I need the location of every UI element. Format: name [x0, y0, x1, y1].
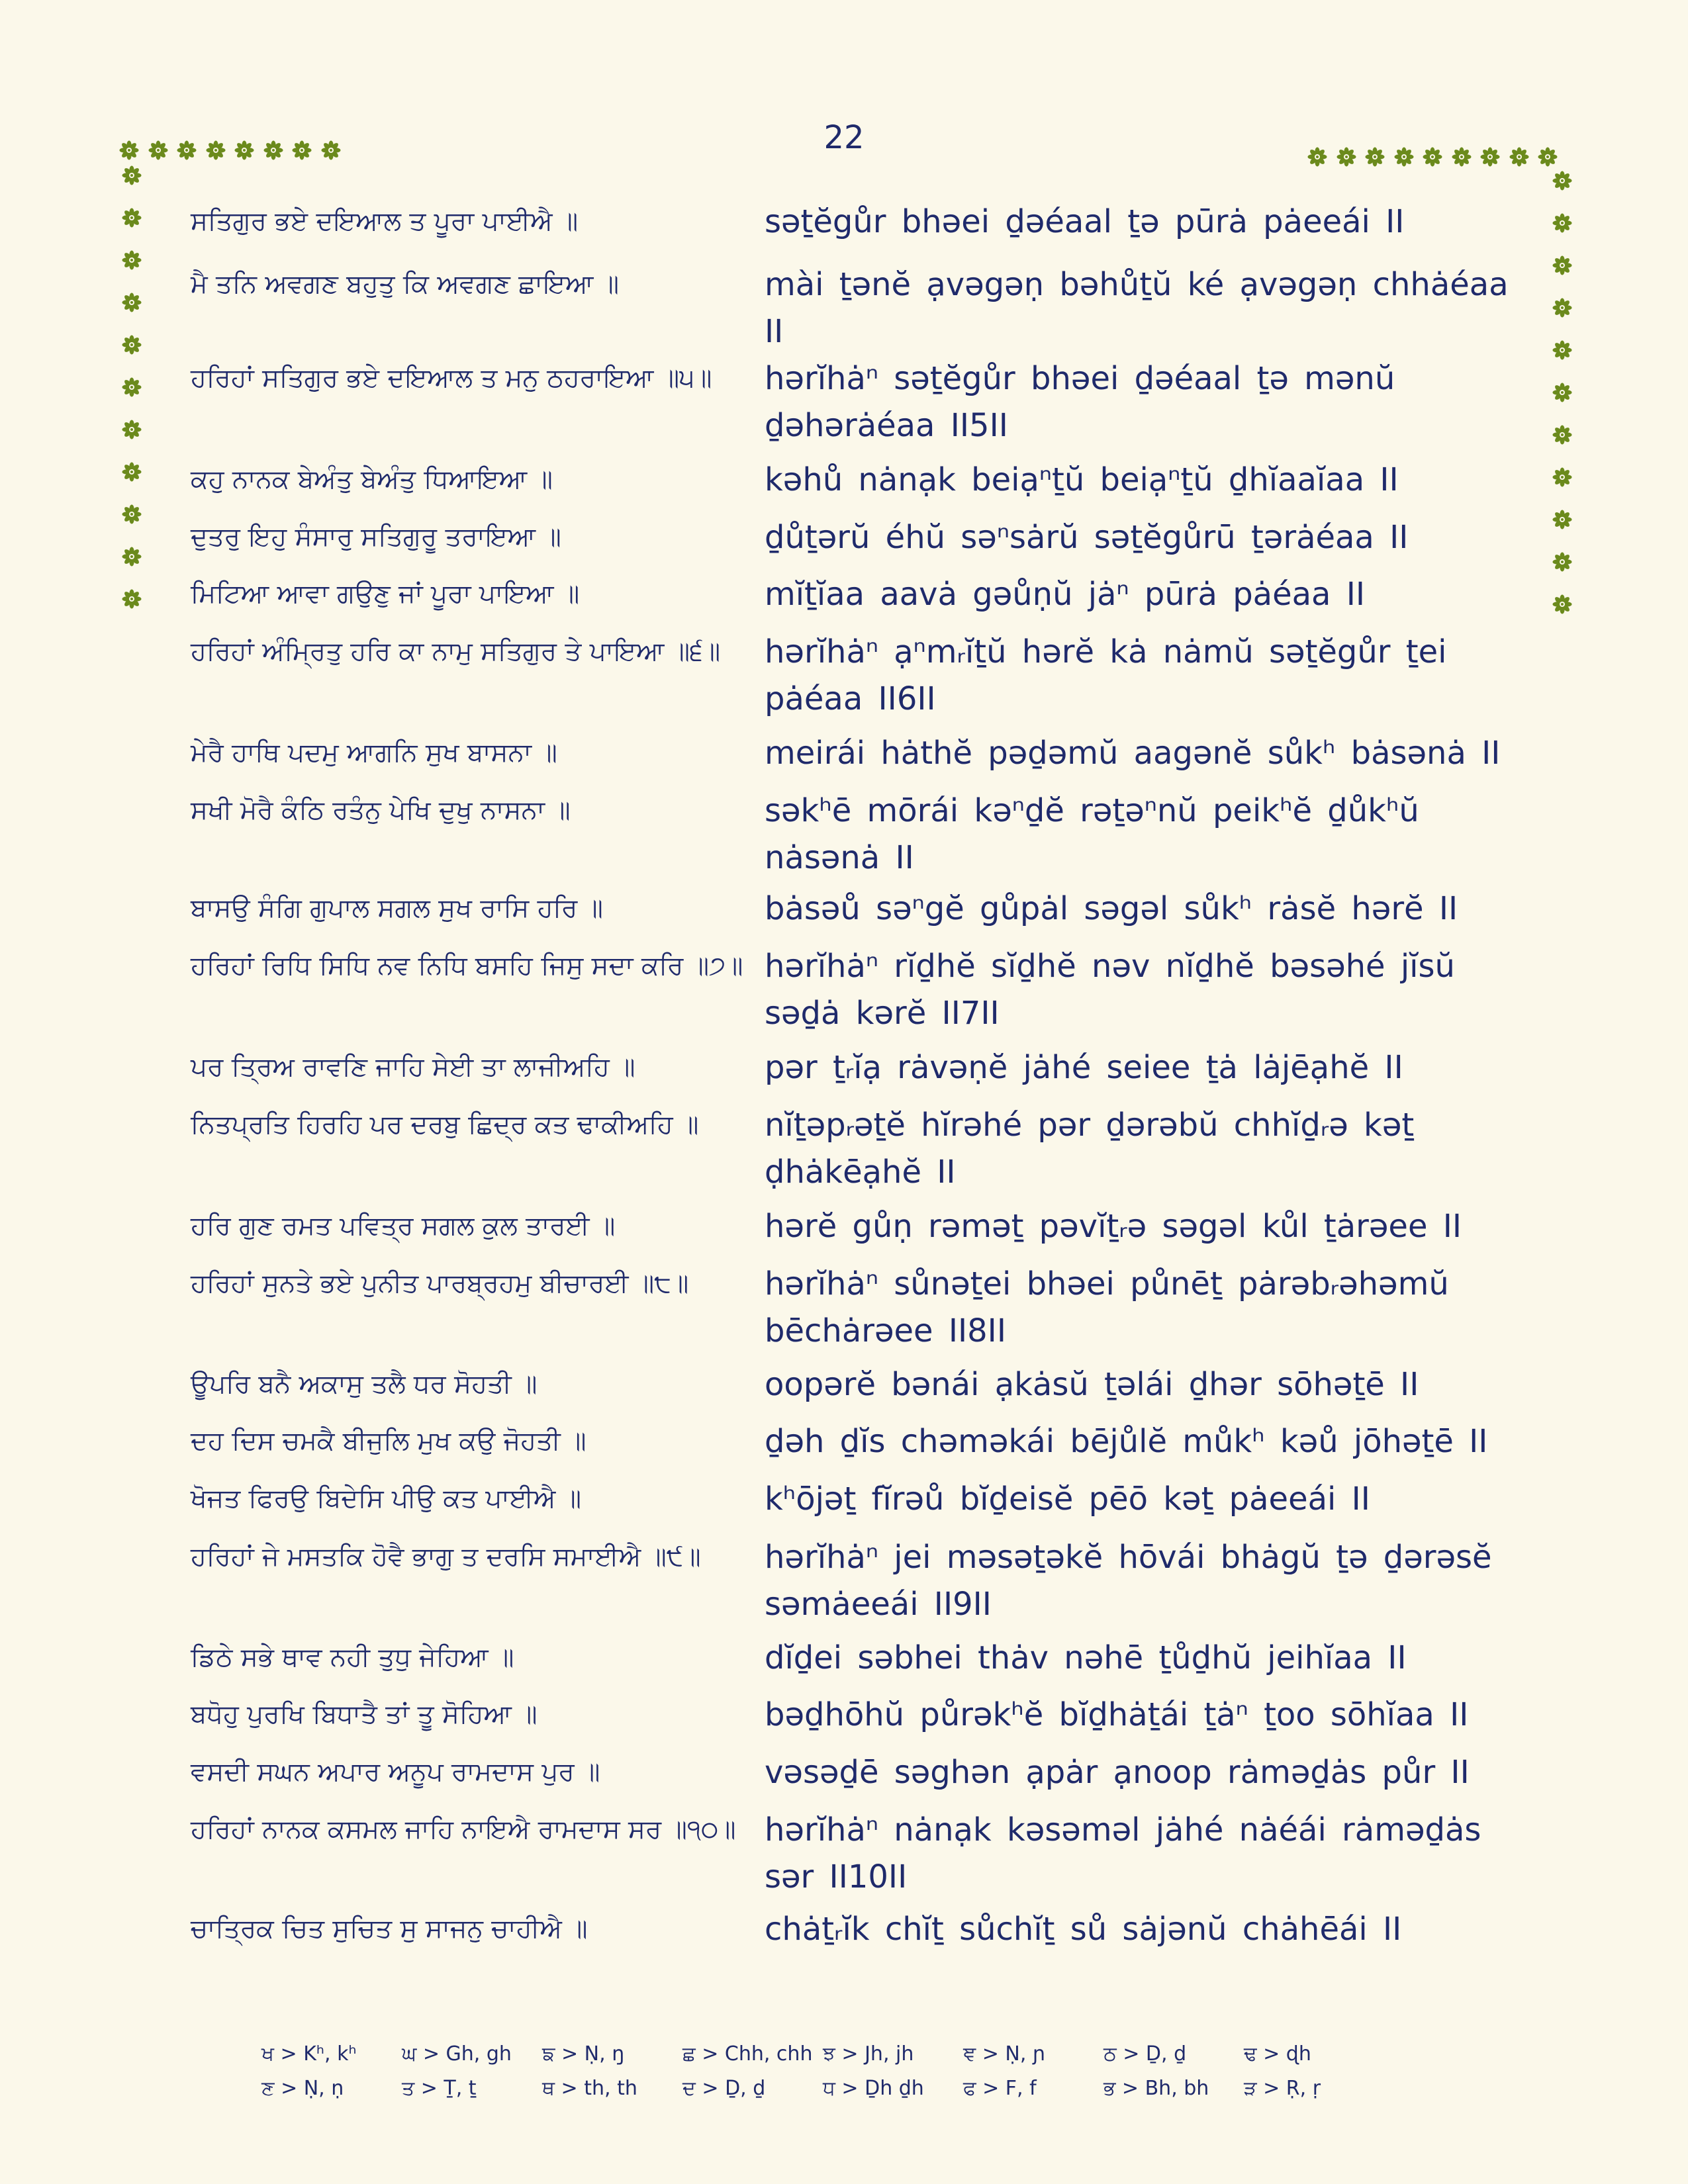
flower-ornament-icon: [122, 504, 142, 524]
legend-item: ਠ > Ḏ, ḏ: [1103, 2042, 1187, 2066]
page-number: 22: [823, 119, 865, 156]
top-right-ornament-border: [1307, 142, 1567, 171]
flower-ornament-icon: [122, 420, 142, 439]
flower-ornament-icon: [1552, 425, 1572, 445]
transliteration-line: kʰōjəṯ fĭrəů bĭḏeisĕ pēō kəṯ pȧeeái II: [765, 1480, 1370, 1518]
transliteration-line: hərĭhȧⁿ rĭḏhĕ sĭḏhĕ nəv nĭḏhĕ bəsəhé jĭsŭ səḏȧ kərĕ II7II: [765, 948, 1455, 1032]
flower-ornament-icon: [1365, 147, 1385, 167]
flower-ornament-icon: [1307, 147, 1327, 167]
legend-item: ੜ > Ṛ, ṛ: [1244, 2077, 1321, 2100]
flower-ornament-icon: [122, 335, 142, 355]
transliteration-line: mĭṯĭaa aavȧ gəůṇŭ jȧⁿ pūrȧ pȧéaa II: [765, 576, 1366, 613]
legend-item: ਤ > Ṯ, ṯ: [402, 2077, 477, 2100]
gurmukhi-line: ਹਰਿਹਾਂ ਅੰਮ੍ਰਿਤੁ ਹਰਿ ਕਾ ਨਾਮੁ ਸਤਿਗੁਰ ਤੇ ਪਾਇਆ ॥੬॥: [191, 637, 721, 666]
gurmukhi-line: ਮੈ ਤਨਿ ਅਵਗਣ ਬਹੁਤੁ ਕਿ ਅਵਗਣ ਛਾਇਆ ॥: [191, 269, 620, 299]
transliteration-line: chȧṯᵣĭk chĭṯ sůchĭṯ sů sȧjənŭ chȧhēái II: [765, 1911, 1402, 1948]
flower-ornament-icon: [1538, 147, 1558, 167]
transliteration-line: ḏůṯərŭ éhŭ səⁿsȧrŭ səṯĕgůrū ṯərȧéaa II: [765, 519, 1409, 556]
legend-item: ਘ > Gh, gh: [402, 2042, 512, 2066]
legend-item: ਫ > F, f: [963, 2077, 1037, 2100]
gurmukhi-line: ਹਰਿਹਾਂ ਜੇ ਮਸਤਕਿ ਹੋਵੈ ਭਾਗੁ ਤ ਦਰਸਿ ਸਮਾਈਐ ॥੯॥: [191, 1542, 701, 1572]
flower-ornament-icon: [122, 589, 142, 609]
transliteration-line: mài ṯənĕ ạvəgəṇ bəhůṯŭ ké ạvəgəṇ chhȧéaa II: [765, 266, 1509, 350]
gurmukhi-line: ਖੋਜਤ ਫਿਰਉ ਬਿਦੇਸਿ ਪੀਉ ਕਤ ਪਾਈਐ ॥: [191, 1484, 582, 1514]
flower-ornament-icon: [1552, 552, 1572, 572]
legend-item: ਥ > th, th: [542, 2077, 637, 2100]
gurmukhi-line: ਬਾਸਉ ਸੰਗਿ ਗੁਪਾਲ ਸਗਲ ਸੁਖ ਰਾਸਿ ਹਰਿ ॥: [191, 893, 603, 923]
transliteration-line: hərĭhȧⁿ jei məsəṯəkĕ hōvái bhȧgŭ ṯə ḏərəsĕ səmȧeeái II9II: [765, 1539, 1492, 1623]
transliteration-line: bəḏhōhŭ půrəkʰĕ bĭḏhȧṯái ṯȧⁿ ṯoo sōhĭaa II: [765, 1696, 1469, 1733]
gurmukhi-line: ਦੁਤਰੁ ਇਹੁ ਸੰਸਾਰੁ ਸਤਿਗੁਰੂ ਤਰਾਇਆ ॥: [191, 522, 561, 552]
flower-ornament-icon: [122, 208, 142, 228]
flower-ornament-icon: [122, 547, 142, 567]
flower-ornament-icon: [1552, 467, 1572, 487]
transliteration-line: kəhů nȧnạk beiạⁿṯŭ beiạⁿṯŭ ḏhĭaaĭaa II: [765, 461, 1399, 498]
transliteration-line: vəsəḏē səghən ạpȧr ạnoop rȧməḏȧs půr II: [765, 1754, 1470, 1791]
flower-ornament-icon: [1480, 147, 1500, 167]
flower-ornament-icon: [1423, 147, 1442, 167]
transliteration-legend: [261, 2037, 1519, 2106]
flower-ornament-icon: [1552, 594, 1572, 614]
gurmukhi-line: ਪਰ ਤ੍ਰਿਅ ਰਾਵਣਿ ਜਾਹਿ ਸੇਈ ਤਾ ਲਾਜੀਅਹਿ ॥: [191, 1052, 635, 1082]
right-ornament-border: [1548, 171, 1577, 637]
gurmukhi-line: ਕਹੁ ਨਾਨਕ ਬੇਅੰਤੁ ਬੇਅੰਤੁ ਧਿਆਇਆ ॥: [191, 465, 553, 494]
transliteration-line: ḏəh ḏĭs chəməkái bējůlĕ můkʰ kəů jōhəṯē II: [765, 1423, 1488, 1460]
gurmukhi-line: ਹਰਿਹਾਂ ਸਤਿਗੁਰ ਭਏ ਦਇਆਲ ਤ ਮਨੁ ਠਹਰਾਇਆ ॥੫॥: [191, 363, 712, 393]
flower-ornament-icon: [177, 140, 197, 160]
gurmukhi-line: ਹਰਿ ਗੁਣ ਰਮਤ ਪਵਿਤ੍ਰ ਸਗਲ ਕੁਲ ਤਾਰਈ ॥: [191, 1211, 616, 1241]
flower-ornament-icon: [122, 250, 142, 270]
gurmukhi-line: ਨਿਤਪ੍ਰਤਿ ਹਿਰਹਿ ਪਰ ਦਰਬੁ ਛਿਦ੍ਰ ਕਤ ਢਾਕੀਅਹਿ ॥: [191, 1110, 699, 1140]
transliteration-line: nĭṯəpᵣəṯĕ hĭrəhé pər ḏərəbŭ chhĭḏᵣə kəṯ ḍhȧkēạhĕ II: [765, 1107, 1415, 1191]
legend-item: ਙ > Ṇ, ŋ: [542, 2042, 625, 2066]
flower-ornament-icon: [122, 165, 142, 185]
legend-item: ਦ > Ḏ, ḏ: [682, 2077, 766, 2100]
legend-item: ਖ > Kʰ, kʰ: [261, 2042, 357, 2066]
transliteration-line: hərĕ gůṇ rəməṯ pəvĭṯᵣə səgəl kůl ṯȧrəee II: [765, 1208, 1462, 1245]
flower-ornament-icon: [1552, 383, 1572, 402]
flower-ornament-icon: [321, 140, 341, 160]
transliteration-line: bȧsəů səⁿgĕ gůpȧl səgəl sůkʰ rȧsĕ hərĕ II: [765, 890, 1458, 927]
gurmukhi-line: ਮੇਰੈ ਹਾਥਿ ਪਦਮੁ ਆਗਨਿ ਸੁਖ ਬਾਸਨਾ ॥: [191, 738, 557, 768]
flower-ornament-icon: [122, 293, 142, 312]
gurmukhi-line: ਹਰਿਹਾਂ ਸੁਨਤੇ ਭਏ ਪੁਨੀਤ ਪਾਰਬ੍ਰਹਮੁ ਬੀਚਾਰਈ ॥੮॥: [191, 1269, 689, 1298]
flower-ornament-icon: [1552, 255, 1572, 275]
flower-ornament-icon: [148, 140, 168, 160]
transliteration-line: hərĭhȧⁿ ạⁿmᵣĭṯŭ hərĕ kȧ nȧmŭ səṯĕgůr ṯei pȧéaa II6II: [765, 633, 1447, 717]
flower-ornament-icon: [122, 462, 142, 482]
flower-ornament-icon: [1552, 171, 1572, 191]
gurmukhi-line: ਦਹ ਦਿਸ ਚਮਕੈ ਬੀਜੁਲਿ ਮੁਖ ਕਉ ਜੋਹਤੀ ॥: [191, 1426, 586, 1456]
flower-ornament-icon: [1336, 147, 1356, 167]
flower-ornament-icon: [1552, 340, 1572, 360]
transliteration-line: səṯĕgůr bhəei ḏəéaal ṯə pūrȧ pȧeeái II: [765, 203, 1405, 240]
legend-row: [261, 2037, 1519, 2071]
flower-ornament-icon: [1552, 213, 1572, 233]
legend-item: ਝ > Jh, jh: [823, 2042, 914, 2066]
gurmukhi-line: ਹਰਿਹਾਂ ਰਿਧਿ ਸਿਧਿ ਨਵ ਨਿਧਿ ਬਸਹਿ ਜਿਸੁ ਸਦਾ ਕਰਿ ॥੭॥: [191, 951, 743, 981]
flower-ornament-icon: [119, 140, 139, 160]
gurmukhi-line: ਸਖੀ ਮੋਰੈ ਕੰਠਿ ਰਤੰਨੁ ਪੇਖਿ ਦੁਖੁ ਨਾਸਨਾ ॥: [191, 796, 571, 825]
flower-ornament-icon: [1552, 510, 1572, 529]
transliteration-line: dĭḏei səbhei thȧv nəhē ṯůḏhŭ jeihĭaa II: [765, 1639, 1407, 1676]
transliteration-line: meirái hȧthĕ pəḏəmŭ aagənĕ sůkʰ bȧsənȧ II: [765, 735, 1501, 772]
legend-item: ਭ > Bh, bh: [1103, 2077, 1209, 2100]
flower-ornament-icon: [1394, 147, 1414, 167]
gurmukhi-line: ਡਿਠੇ ਸਭੇ ਥਾਵ ਨਹੀ ਤੁਧੁ ਜੇਹਿਆ ॥: [191, 1643, 514, 1672]
left-ornament-border: [117, 165, 146, 631]
flower-ornament-icon: [1509, 147, 1529, 167]
gurmukhi-line: ਮਿਟਿਆ ਆਵਾ ਗਉਣੁ ਜਾਂ ਪੂਰਾ ਪਾਇਆ ॥: [191, 579, 580, 609]
gurmukhi-line: ਸਤਿਗੁਰ ਭਏ ਦਇਆਲ ਤ ਪੂਰਾ ਪਾਈਐ ॥: [191, 206, 579, 236]
transliteration-line: oopərĕ bənái ạkȧsŭ ṯəlái ḏhər sōhəṯē II: [765, 1366, 1419, 1403]
transliteration-line: hərĭhȧⁿ səṯĕgůr bhəei ḏəéaal ṯə mənŭ ḏəhərȧéaa II5II: [765, 360, 1395, 444]
flower-ornament-icon: [292, 140, 312, 160]
flower-ornament-icon: [1452, 147, 1472, 167]
flower-ornament-icon: [1552, 298, 1572, 318]
legend-item: ਛ > Chh, chh: [682, 2042, 813, 2066]
flower-ornament-icon: [234, 140, 254, 160]
transliteration-line: səkʰē mōrái kəⁿḏĕ rəṯəⁿnŭ peikʰĕ ḏůkʰŭ nȧsənȧ II: [765, 792, 1419, 876]
gurmukhi-line: ਚਾਤ੍ਰਿਕ ਚਿਤ ਸੁਚਿਤ ਸੁ ਸਾਜਨੁ ਚਾਹੀਐ ॥: [191, 1914, 588, 1944]
flower-ornament-icon: [122, 377, 142, 397]
gurmukhi-line: ਊਪਰਿ ਬਨੈ ਅਕਾਸੁ ਤਲੈ ਧਰ ਸੋਹਤੀ ॥: [191, 1369, 538, 1399]
top-left-ornament-border: [119, 136, 350, 165]
legend-item: ਣ > Ṇ, ṇ: [261, 2077, 344, 2100]
transliteration-line: pər ṯᵣĭạ rȧvəṇĕ jȧhé seiee ṯȧ lȧjēạhĕ II: [765, 1049, 1403, 1086]
legend-item: ਢ > ɖh: [1244, 2042, 1311, 2066]
gurmukhi-line: ਬਧੋਹੁ ਪੁਰਖਿ ਬਿਧਾਤੈ ਤਾਂ ਤੂ ਸੋਹਿਆ ॥: [191, 1700, 538, 1729]
flower-ornament-icon: [206, 140, 226, 160]
gurmukhi-line: ਵਸਦੀ ਸਘਨ ਅਪਾਰ ਅਨੂਪ ਰਾਮਦਾਸ ਪੁਰ ॥: [191, 1757, 600, 1787]
gurmukhi-line: ਹਰਿਹਾਂ ਨਾਨਕ ਕਸਮਲ ਜਾਹਿ ਨਾਇਐ ਰਾਮਦਾਸ ਸਰ ॥੧੦॥: [191, 1815, 736, 1844]
legend-item: ਧ > Ḏh ḏh: [823, 2077, 924, 2100]
flower-ornament-icon: [263, 140, 283, 160]
transliteration-line: hərĭhȧⁿ nȧnạk kəsəməl jȧhé nȧéái rȧməḏȧs sər II10II: [765, 1811, 1481, 1895]
legend-row: [261, 2071, 1519, 2106]
transliteration-line: hərĭhȧⁿ sůnəṯei bhəei půnēṯ pȧrəbᵣəhəmŭ bēchȧrəee II8II: [765, 1265, 1449, 1349]
legend-item: ਞ > Ṇ, ɲ: [963, 2042, 1046, 2066]
